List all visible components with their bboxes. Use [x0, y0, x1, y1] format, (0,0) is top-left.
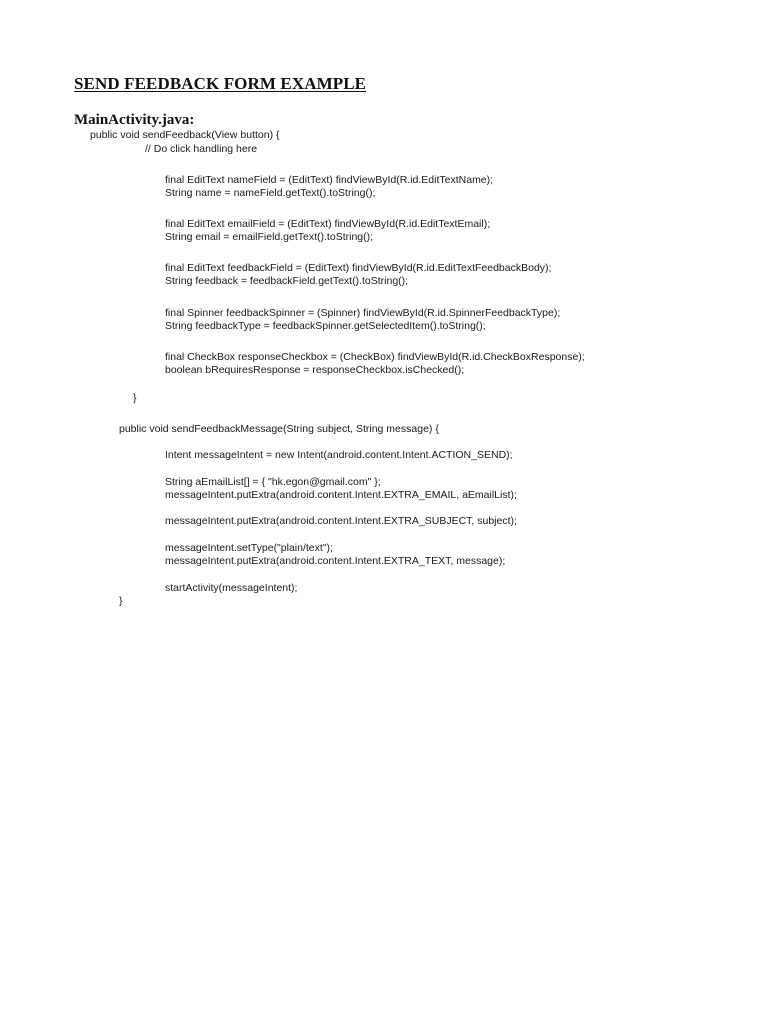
code-line: final Spinner feedbackSpinner = (Spinner) findViewById(R.id.SpinnerFeedbackType);: [165, 307, 561, 319]
document-title: SEND FEEDBACK FORM EXAMPLE: [74, 74, 367, 93]
code-line: String name = nameField.getText().toString();: [165, 187, 376, 199]
code-line: final CheckBox responseCheckbox = (CheckBox) findViewById(R.id.CheckBoxResponse);: [165, 351, 585, 363]
code-line: final EditText feedbackField = (EditText) findViewById(R.id.EditTextFeedbackBody);: [165, 262, 552, 274]
code-line: messageIntent.setType("plain/text");: [165, 542, 333, 554]
code-line: final EditText nameField = (EditText) findViewById(R.id.EditTextName);: [165, 174, 494, 186]
code-line: Intent messageIntent = new Intent(android.content.Intent.ACTION_SEND);: [165, 449, 513, 461]
code-line: public void sendFeedback(View button) {: [90, 129, 280, 141]
code-line: }: [133, 392, 137, 404]
code-line: String feedback = feedbackField.getText().toString();: [165, 275, 409, 287]
code-line: messageIntent.putExtra(android.content.Intent.EXTRA_TEXT, message);: [165, 555, 506, 567]
code-line: messageIntent.putExtra(android.content.Intent.EXTRA_SUBJECT, subject);: [165, 515, 517, 527]
file-heading: MainActivity.java:: [74, 112, 195, 128]
code-line: boolean bRequiresResponse = responseCheckbox.isChecked();: [165, 364, 465, 376]
code-line: }: [119, 595, 123, 607]
code-line: String feedbackType = feedbackSpinner.getSelectedItem().toString();: [165, 320, 486, 332]
code-line: String email = emailField.getText().toString();: [165, 231, 374, 243]
code-line: // Do click handling here: [145, 143, 258, 155]
code-line: String aEmailList[] = { "hk.egon@gmail.com" };: [165, 476, 381, 488]
code-line: startActivity(messageIntent);: [165, 582, 298, 594]
code-line: final EditText emailField = (EditText) findViewById(R.id.EditTextEmail);: [165, 218, 491, 230]
code-line: messageIntent.putExtra(android.content.Intent.EXTRA_EMAIL, aEmailList);: [165, 489, 517, 501]
code-line: public void sendFeedbackMessage(String subject, String message) {: [119, 423, 439, 435]
